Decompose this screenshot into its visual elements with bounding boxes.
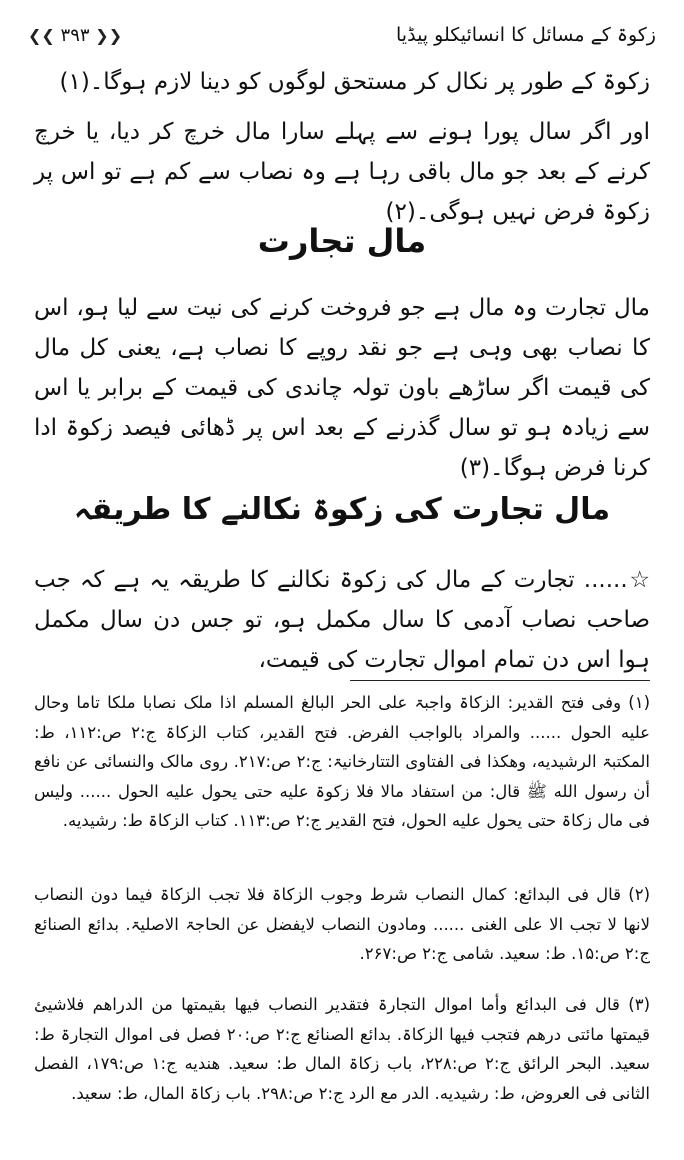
- paragraph-4: ☆...... تجارت کے مال کی زکوۃ نکالنے کا طریقہ یہ ہے کہ جب صاحب نصاب آدمی کا سال مکمل ہو، تو جس دن سال مکمل ہوا اس دن تمام اموال تجارت کی قیمت،: [34, 567, 650, 673]
- section-heading-method: مال تجارت کی زکوۃ نکالنے کا طریقہ: [73, 492, 611, 527]
- page-number: ۳۹۳: [60, 24, 90, 46]
- footnote-1: (۱) وفی فتح القدیر: الزکاۃ واجبۃ علی الحر البالغ المسلم اذا ملک نصابا ملکا تاما وحال علیه الحول ...... والمراد بالواجب الفرض. فتح القدیر، کتاب الزکاۃ ج:۲ ص:۱۱۲، ط: المکتبۃ الرشیدیه، وهکذا فی الفتاوی التتارخانیۃ: ج:۲ ص:۲۱۷. روی مالک والنسائی عن نافع أن رسول الله ﷺ قال: من استفاد مالا فلا زکوۃ علیه حتی یحول علیه الحول ...... ولیس فی مال زکاۃ حتی یحول علیه الحول، فتح القدیر ج:۲ ص:۱۱۳. کتاب الزکاۃ ط: رشیدیه.: [34, 693, 651, 830]
- running-title: زکوۃ کے مسائل کا انسائیکلو پیڈیا: [396, 24, 656, 46]
- ornament-right-icon: ❯❯: [95, 25, 123, 45]
- footnote-2: (۲) قال فی البدائع: کمال النصاب شرط وجوب الزکاۃ فلا تجب الزکاۃ فیما دون النصاب لانها لا تجب الا علی الغنی ...... ومادون النصاب لایفضل عن الحاجۃ الاصلیۃ. بدائع الصنائع ج:۲ ص:۱۵. ط: سعید. شامی ج:۲ ص:۲۶۷.: [34, 885, 650, 963]
- section-heading-trade-goods: مال تجارت: [257, 222, 427, 260]
- footnote-divider: [350, 680, 650, 681]
- paragraph-1: زکوۃ کے طور پر نکال کر مستحق لوگوں کو دینا لازم ہوگا۔(۱): [59, 69, 650, 95]
- page-number-box: [28, 25, 122, 46]
- ornament-left-icon: ❮❮: [28, 25, 55, 45]
- running-header: [28, 18, 656, 52]
- paragraph-3: مال تجارت وہ مال ہے جو فروخت کرنے کی نیت سے لیا ہو، اس کا نصاب بھی وہی ہے جو نقد روپے کا نصاب ہے، یعنی کل مال کی قیمت اگر ساڑھے باون تولہ چاندی کی قیمت کے برابر یا اس سے زیادہ ہو تو سال گذرنے کے بعد اس پر ڈھائی فیصد زکوۃ ادا کرنا فرض ہوگا۔(۳): [34, 295, 650, 481]
- paragraph-2: اور اگر سال پورا ہونے سے پہلے سارا مال خرچ کر دیا، یا خرچ کرنے کے بعد جو مال باقی رہا ہے وہ نصاب سے کم ہے تو اس پر زکوۃ فرض نہیں ہوگی۔(۲): [34, 119, 650, 225]
- footnote-3: (۳) قال فی البدائع وأما اموال التجارۃ فتقدیر النصاب فیها بقیمتها من الدراهم فلاشیئ قیمتها مائتی درهم فتجب فیها الزکاۃ. بدائع الصنائع ج:۲ ص:۲۰ فصل فی اموال التجارۃ ط: سعید. البحر الرائق ج:۲ ص:۲۲۸، باب زکاۃ المال ط: سعید. هندیه ج:۱ ص:۱۷۹، الفصل الثانی فی العروض، ط: رشیدیه. الدر مع الرد ج:۲ ص:۲۹۸. باب زکاۃ المال، ط: سعید.: [34, 995, 650, 1103]
